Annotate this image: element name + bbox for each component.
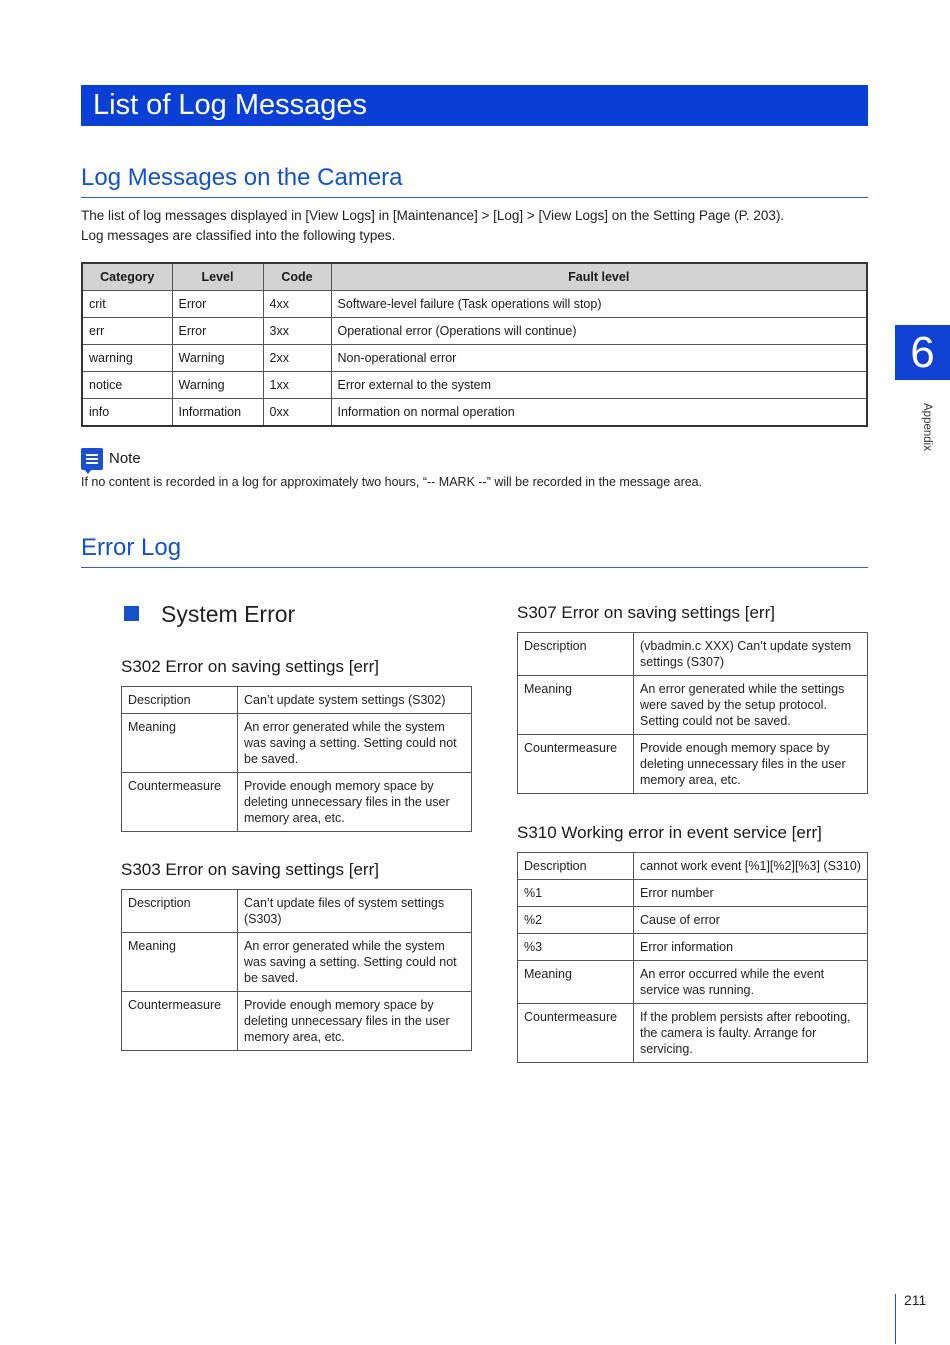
error-table-s307 [517,632,868,794]
row-key: %1 [518,880,634,907]
table-row [122,933,472,992]
cell-fault-level: Error external to the system [331,372,867,399]
row-key: Description [122,890,238,933]
row-value: Can’t update system settings (S302) [238,687,472,714]
table-row [518,907,868,934]
section-heading-camera-logs: Log Messages on the Camera [81,164,403,191]
table-row [518,735,868,794]
error-title-s303: S303 Error on saving settings [err] [121,860,379,879]
page-number: 211 [904,1292,927,1308]
table-row [518,633,868,676]
cell-category: err [82,318,172,345]
header-code: Code [263,263,331,291]
subsection-heading-system-error: System Error [161,601,296,627]
table-row [518,1004,868,1063]
row-value: cannot work event [%1][%2][%3] (S310) [634,853,868,880]
cell-level: Error [172,291,263,318]
table-row [518,676,868,735]
intro-line-1: The list of log messages displayed in [View Logs] in [Maintenance] > [Log] > [View Logs] on the Setting Page (P. 203). [81,208,785,223]
table-header-row [82,263,867,291]
heading-rule [81,567,868,568]
row-key: Description [122,687,238,714]
note-text: If no content is recorded in a log for approximately two hours, “-- MARK --” will be recorded in the message area. [81,475,703,489]
log-category-table [81,262,868,427]
table-row [82,399,867,427]
table-row [518,934,868,961]
row-value: An error occurred while the event service was running. [634,961,868,1004]
row-value: If the problem persists after rebooting, the camera is faulty. Arrange for servicing. [634,1004,868,1063]
row-value: An error generated while the system was saving a setting. Setting could not be saved. [238,714,472,773]
cell-code: 1xx [263,372,331,399]
table-row [122,714,472,773]
row-value: (vbadmin.c XXX) Can’t update system settings (S307) [634,633,868,676]
row-value: Error number [634,880,868,907]
error-title-s307: S307 Error on saving settings [err] [517,603,775,622]
heading-rule [81,197,868,198]
header-level: Level [172,263,263,291]
cell-fault-level: Software-level failure (Task operations will stop) [331,291,867,318]
row-key: Countermeasure [122,773,238,832]
error-title-s310: S310 Working error in event service [err] [517,823,822,842]
chapter-tab[interactable]: 6 [895,325,950,380]
table-row [82,291,867,318]
square-bullet-icon [124,606,139,621]
cell-code: 3xx [263,318,331,345]
error-table-s302 [121,686,472,832]
row-key: Countermeasure [518,735,634,794]
row-value: An error generated while the system was saving a setting. Setting could not be saved. [238,933,472,992]
row-key: Meaning [122,933,238,992]
cell-level: Warning [172,372,263,399]
row-key: Meaning [518,676,634,735]
table-row [82,318,867,345]
table-row [122,773,472,832]
cell-level: Information [172,399,263,427]
note-label: Note [109,450,141,467]
page-number-rule [895,1294,896,1344]
error-title-s302: S302 Error on saving settings [err] [121,657,379,676]
row-key: Countermeasure [122,992,238,1051]
cell-level: Warning [172,345,263,372]
row-value: Error information [634,934,868,961]
section-heading-error-log: Error Log [81,534,182,561]
row-key: Description [518,853,634,880]
cell-fault-level: Operational error (Operations will continue) [331,318,867,345]
cell-level: Error [172,318,263,345]
cell-category: warning [82,345,172,372]
table-row [82,345,867,372]
cell-fault-level: Information on normal operation [331,399,867,427]
row-key: %3 [518,934,634,961]
row-key: %2 [518,907,634,934]
note-icon [81,448,103,470]
chapter-label: Appendix [921,403,933,451]
table-row [122,890,472,933]
table-row [122,687,472,714]
table-row [82,372,867,399]
table-row [518,961,868,1004]
row-value: Provide enough memory space by deleting unnecessary files in the user memory area, etc. [238,773,472,832]
intro-paragraph [81,206,871,246]
cell-category: crit [82,291,172,318]
page-title: List of Log Messages [81,85,868,126]
row-value: Can’t update files of system settings (S303) [238,890,472,933]
cell-code: 0xx [263,399,331,427]
row-value: Provide enough memory space by deleting unnecessary files in the user memory area, etc. [634,735,868,794]
cell-category: info [82,399,172,427]
error-table-s310 [517,852,868,1063]
row-value: Cause of error [634,907,868,934]
cell-code: 2xx [263,345,331,372]
table-row [518,853,868,880]
cell-fault-level: Non-operational error [331,345,867,372]
header-category: Category [82,263,172,291]
row-value: An error generated while the settings were saved by the setup protocol. Setting could not be saved. [634,676,868,735]
table-row [122,992,472,1051]
row-key: Meaning [122,714,238,773]
cell-category: notice [82,372,172,399]
table-row [518,880,868,907]
error-table-s303 [121,889,472,1051]
row-key: Countermeasure [518,1004,634,1063]
cell-code: 4xx [263,291,331,318]
row-key: Description [518,633,634,676]
row-key: Meaning [518,961,634,1004]
row-value: Provide enough memory space by deleting unnecessary files in the user memory area, etc. [238,992,472,1051]
header-fault-level: Fault level [331,263,867,291]
intro-line-2: Log messages are classified into the following types. [81,228,396,243]
